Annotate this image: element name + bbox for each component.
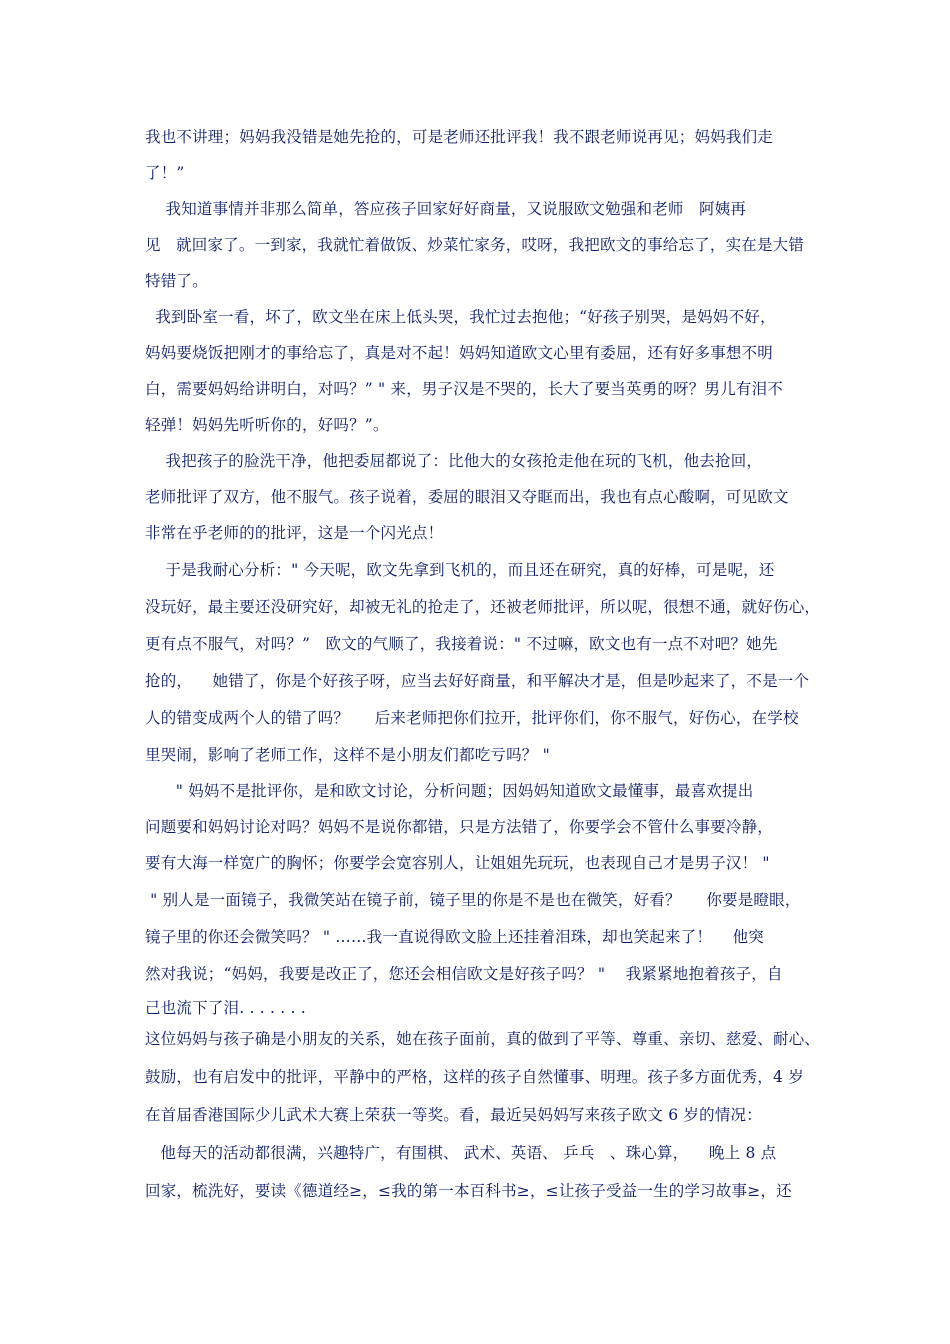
text-line: 问题要和妈妈讨论对吗？妈妈不是说你都错，只是方法错了，你要学会不管什么事要冷静，	[145, 818, 774, 836]
text-line: 这位妈妈与孩子确是小朋友的关系，她在孩子面前，真的做到了平等、尊重、亲切、慈爱、耐心、	[145, 1030, 821, 1048]
text-line: 老师批评了双方，他不服气。孩子说着，委屈的眼泪又夺眶而出，我也有点心酸啊，可见欧文	[145, 488, 789, 506]
text-line: 没玩好，最主要还没研究好，却被无礼的抢走了，还被老师批评，所以呢，很想不通，就好伤心，	[145, 598, 821, 616]
text-line: " 别人是一面镜子，我微笑站在镜子前，镜子里的你是不是也在微笑，好看？ 你要是瞪眼，	[145, 891, 801, 909]
text-line: 非常在乎老师的的批评，这是一个闪光点！	[145, 524, 444, 542]
text-line: 了！”	[145, 164, 185, 182]
text-line: 于是我耐心分析：" 今天呢，欧文先拿到飞机的，而且还在研究，真的好棒，可是呢，还	[145, 561, 775, 579]
text-line: 镜子里的你还会微笑吗？ " ……我一直说得欧文脸上还挂着泪珠，却也笑起来了！ 他突	[145, 928, 764, 946]
text-line: 己也流下了泪. . . . . . .	[145, 999, 306, 1017]
text-line: 鼓励，也有启发中的批评，平静中的严格，这样的孩子自然懂事、明理。孩子多方面优秀，4 岁	[145, 1068, 804, 1086]
text-line: 在首届香港国际少儿武术大赛上荣获一等奖。看，最近吴妈妈写来孩子欧文 6 岁的情况：	[145, 1106, 762, 1124]
text-line: 轻弹！妈妈先听听你的，好吗？”。	[145, 416, 389, 434]
text-line: 我也不讲理；妈妈我没错是她先抢的，可是老师还批评我！我不跟老师说再见；妈妈我们走	[145, 128, 774, 146]
text-line: 白，需要妈妈给讲明白，对吗？” " 来，男子汉是不哭的，长大了要当英勇的呀？男儿有泪不	[145, 380, 784, 398]
text-line: 更有点不服气，对吗？” 欧文的气顺了，我接着说：" 不过嘛，欧文也有一点不对吧？她先	[145, 635, 778, 653]
text-line: 里哭闹，影响了老师工作，这样不是小朋友们都吃亏吗？ "	[145, 746, 550, 764]
text-line: 他每天的活动都很满，兴趣特广，有围棋、 武术、英语、 乒乓 、珠心算， 晚上 8 点	[145, 1144, 777, 1162]
text-line: " 妈妈不是批评你，是和欧文讨论，分析问题；因妈妈知道欧文最懂事，最喜欢提出	[145, 782, 754, 800]
text-line: 回家，梳洗好，要读《德道经≥，≤我的第一本百科书≥，≤让孩子受益一生的学习故事≥，还	[145, 1182, 792, 1200]
text-line: 我到卧室一看，坏了，欧文坐在床上低头哭，我忙过去抱他；“好孩子别哭，是妈妈不好，	[145, 308, 776, 326]
text-line: 要有大海一样宽广的胸怀；你要学会宽容别人，让姐姐先玩玩，也表现自己才是男子汉！ "	[145, 854, 770, 872]
text-line: 见 就回家了。一到家，我就忙着做饭、炒菜忙家务，哎呀，我把欧文的事给忘了，实在是大错	[145, 236, 805, 254]
text-line: 我知道事情并非那么简单，答应孩子回家好好商量，又说服欧文勉强和老师 阿姨再	[145, 200, 747, 218]
text-line: 人的错变成两个人的错了吗？ 后来老师把你们拉开，批评你们，你不服气，好伤心，在学校	[145, 709, 799, 727]
text-line: 然对我说；“妈妈，我要是改正了，您还会相信欧文是好孩子吗？ " 我紧紧地抱着孩子，自	[145, 965, 783, 983]
text-line: 抢的， 她错了，你是个好孩子呀，应当去好好商量，和平解决才是，但是吵起来了，不是一个	[145, 672, 810, 690]
text-line: 特错了。	[145, 272, 208, 290]
text-line: 妈妈要烧饭把刚才的事给忘了，真是对不起！妈妈知道欧文心里有委屈，还有好多事想不明	[145, 344, 774, 362]
text-line: 我把孩子的脸洗干净，他把委屈都说了：比他大的女孩抢走他在玩的飞机，他去抢回，	[145, 452, 763, 470]
